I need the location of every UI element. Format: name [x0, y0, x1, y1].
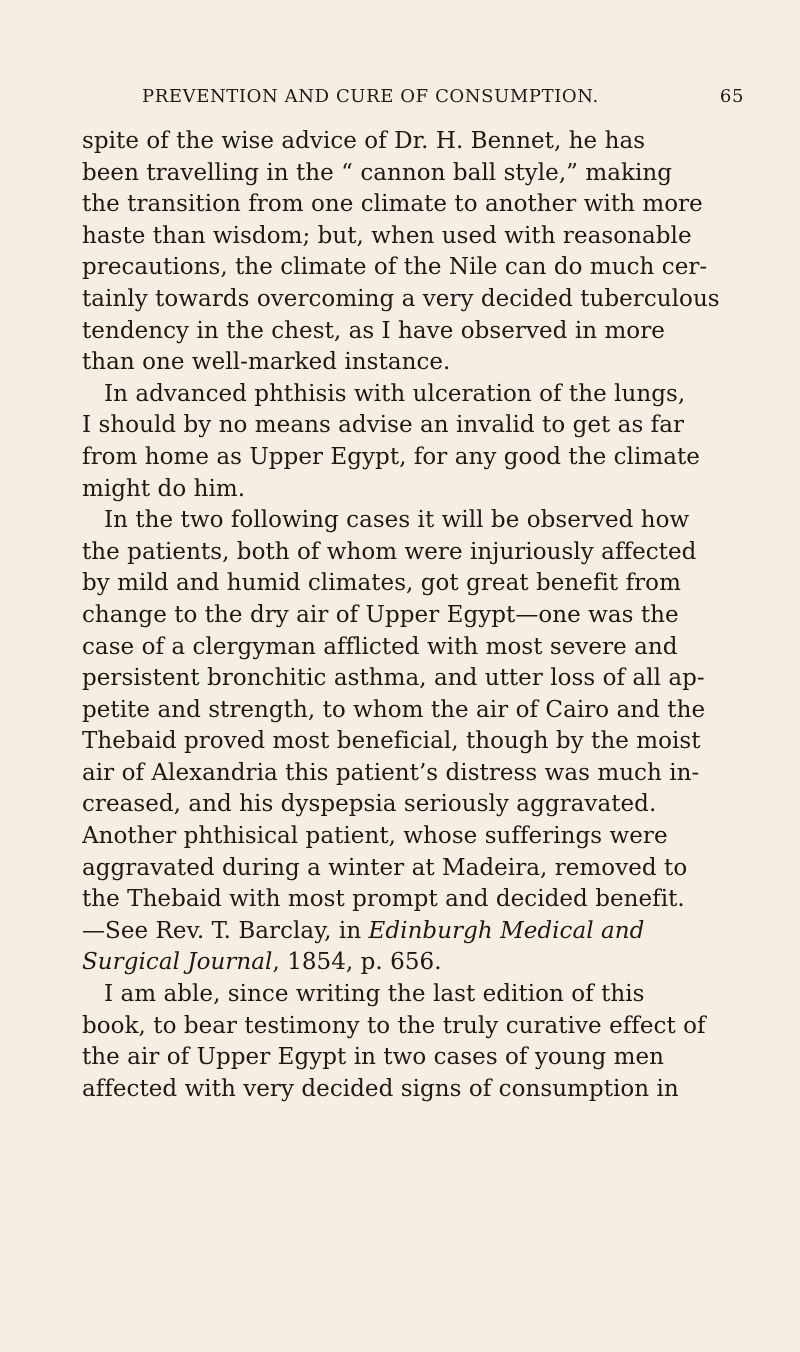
citation-tail: , 1854, p. 656.: [272, 949, 442, 976]
paragraph-start-line: I am able, since writing the last edition of this: [104, 981, 645, 1008]
text-line: I should by no means advise an invalid to get as far: [82, 412, 685, 439]
text-line: than one well-marked instance.: [82, 349, 451, 376]
text-line: by mild and humid climates, got great benefit from: [82, 570, 681, 597]
citation-line: [82, 947, 744, 979]
citation-lead: —See Rev. T. Barclay, in: [82, 917, 369, 944]
paragraph-start-line: In advanced phthisis with ulceration of the lungs,: [104, 380, 686, 407]
text-line: from home as Upper Egypt, for any good the climate: [82, 443, 700, 470]
text-line: affected with very decided signs of consumption in: [82, 1075, 679, 1102]
text-line: Thebaid proved most beneficial, though by the moist: [82, 728, 701, 755]
citation-journal-italic: Edinburgh Medical and: [368, 917, 645, 944]
text-line: the Thebaid with most prompt and decided benefit.: [82, 886, 685, 913]
text-line: might do him.: [82, 475, 246, 502]
text-line: Another phthisical patient, whose sufferings were: [82, 823, 668, 850]
text-line: persistent bronchitic asthma, and utter loss of all ap-: [82, 665, 705, 692]
paragraph-start-line: In the two following cases it will be observed how: [104, 507, 690, 534]
citation-journal-italic: Surgical Journal: [82, 949, 273, 976]
text-line: tainly towards overcoming a very decided tuberculous: [82, 285, 720, 312]
text-line: the air of Upper Egypt in two cases of young men: [82, 1044, 665, 1071]
text-line: haste than wisdom; but, when used with reasonable: [82, 222, 692, 249]
body-text: [82, 126, 744, 1105]
text-line: the patients, both of whom were injuriously affected: [82, 538, 697, 565]
text-line: change to the dry air of Upper Egypt—one was the: [82, 601, 679, 628]
text-line: book, to bear testimony to the truly curative effect of: [82, 1012, 706, 1039]
page-number: 65: [719, 86, 744, 107]
text-line: tendency in the chest, as I have observed in more: [82, 317, 665, 344]
text-line: spite of the wise advice of Dr. H. Bennet, he has: [82, 128, 646, 154]
text-line: been travelling in the “ cannon ball style,” making: [82, 159, 673, 186]
running-header: [84, 86, 744, 110]
text-line: petite and strength, to whom the air of Cairo and the: [82, 696, 706, 723]
text-line: precautions, the climate of the Nile can do much cer-: [82, 254, 708, 281]
text-line: case of a clergyman afflicted with most severe and: [82, 633, 678, 660]
citation-line: [82, 916, 744, 948]
text-line: creased, and his dyspepsia seriously aggravated.: [82, 791, 657, 818]
text-line: the transition from one climate to another with more: [82, 191, 703, 218]
text-line: aggravated during a winter at Madeira, removed to: [82, 854, 688, 881]
header-title: PREVENTION AND CURE OF CONSUMPTION.: [142, 86, 599, 107]
text-line: air of Alexandria this patient’s distress was much in-: [82, 759, 700, 786]
